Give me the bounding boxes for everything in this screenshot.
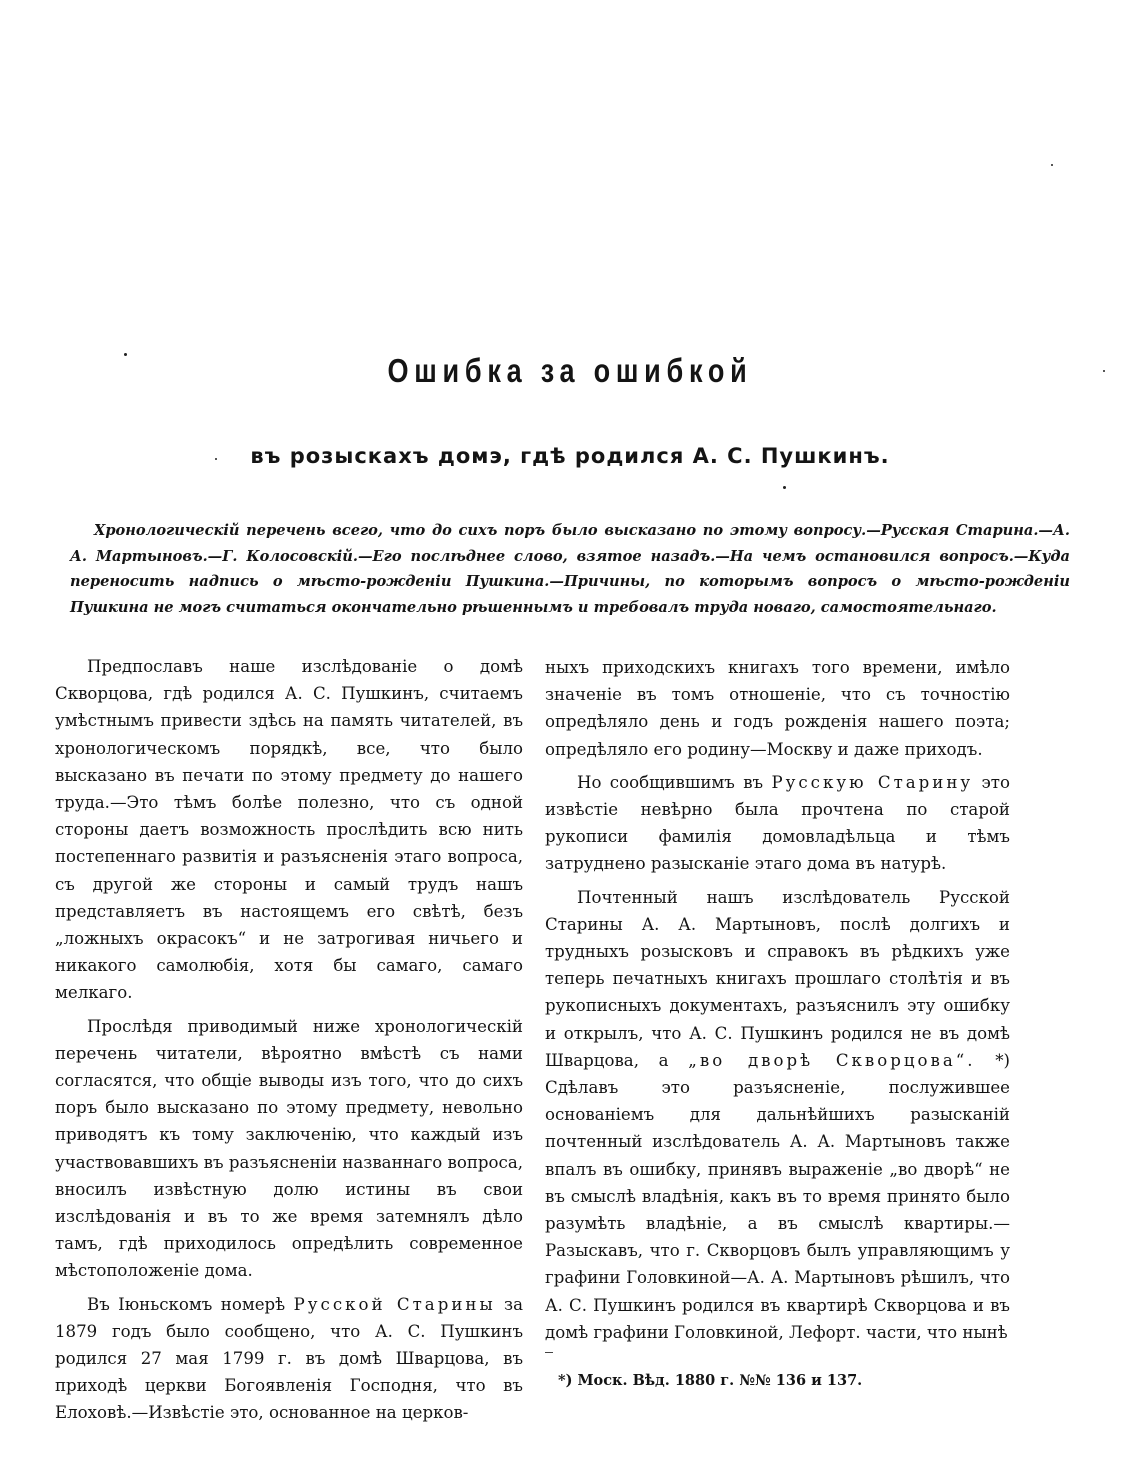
left-p3-end: за 1879 годъ было сообщено, что А. С. Пушкинъ родился 27 мая 1799 г. въ домѣ Шварцова, въ приходѣ церкви Богоявленія Господня, что въ Елоховѣ.—Извѣстіе это, основанное на церков-	[55, 1294, 524, 1423]
right-column	[545, 654, 1010, 1352]
right-paragraph-3	[545, 884, 1010, 1346]
scan-speck	[1051, 164, 1053, 166]
left-paragraph-1: Предпославъ наше изслѣдованіе о домѣ Скворцова, гдѣ родился А. С. Пушкинъ, считаемъ умѣстнымъ привести здѣсь на память читателей, въ хронологическомъ порядкѣ, все, что было высказано въ печати по этому предмету до нашего труда.—Это тѣмъ болѣе полезно, что съ одной стороны даетъ возможность прослѣдить всю нить постепеннаго развитія и разъясненія этаго вопроса, съ другой же стороны и самый трудъ нашъ представляетъ въ настоящемъ его свѣтѣ, безъ „ложныхъ окрасокъ“ и не затрогивая ничьего и никакого самолюбія, хотя бы самаго, самаго мелкаго.	[55, 657, 523, 1003]
scan-speck	[215, 458, 217, 460]
right-p2-start: Но сообщившимъ въ	[577, 772, 772, 792]
footnote-rule	[545, 1352, 553, 1353]
right-p3-start: Почтенный нашъ изслѣдователь Русской Старины А. А. Мартыновъ, послѣ долгихъ и трудныхъ розысковъ и справокъ въ рѣдкихъ уже теперь печатныхъ книгахъ прошлаго столѣтія и въ рукописныхъ документахъ, разъяснилъ эту ошибку и открылъ, что А. С. Пушкинъ родился не въ домѣ Шварцова, а	[545, 887, 1010, 1070]
page-subtitle: въ розыскахъ домэ, гдѣ родился А. С. Пушкинъ.	[250, 444, 890, 468]
chapter-summary: Хронологическій перечень всего, что до сихъ поръ было высказано по этому вопросу.—Русская Старина.—А. А. Мартыновъ.—Г. Колосовскій.—Его послѣднее слово, взятое назадъ.—На чемъ остановился вопросъ.—Куда переносить надпись о мѣсто-рожденіи Пушкина.—Причины, по которымъ вопросъ о мѣсто-рожденіи Пушкина не могъ считаться окончательно рѣшеннымъ и требовалъ труда новаго, самостоятельнаго.	[70, 522, 1070, 616]
left-paragraph-2: Прослѣдя приводимый ниже хронологическій перечень читатели, вѣроятно вмѣстѣ съ нами согласятся, что общіе выводы изъ того, что до сихъ поръ было высказано по этому предмету, невольно приводятъ къ тому заключенію, что каждый изъ участвовавшихъ въ разъясненіи названнаго вопроса, вносилъ извѣстную долю истины въ свои изслѣдованія и въ то же время затемнялъ дѣло тамъ, гдѣ приходилось опредѣлить современное мѣстоположеніе дома.	[55, 1016, 524, 1281]
right-paragraph-1: ныхъ приходскихъ книгахъ того времени, имѣло значеніе въ томъ отношеніе, что съ точностію опредѣляло день и годъ рожденія нашего поэта; опредѣляло его родину—Москву и даже приходъ.	[545, 658, 1010, 759]
scan-speck	[783, 486, 786, 489]
scan-speck	[1103, 370, 1105, 372]
quoted-phrase: „во дворѣ Скворцова“.	[688, 1050, 976, 1070]
right-p2-end: это извѣстіе невѣрно была прочтена по старой рукописи фамилія домовладѣльца и тѣмъ затруднено разысканіе этаго дома въ натурѣ.	[545, 772, 1010, 874]
journal-name: Русской Старины	[293, 1294, 496, 1314]
page-title: Ошибка за ошибкой	[387, 352, 753, 389]
footnote: *) Моск. Вѣд. 1880 г. №№ 136 и 137.	[558, 1372, 863, 1389]
right-paragraph-2	[545, 769, 1010, 878]
left-column	[55, 653, 523, 1433]
scan-speck	[124, 353, 127, 356]
right-p3-end: *) Сдѣлавъ это разъясненіе, послужившее основаніемъ для дальнѣйшихъ разысканій почтенный изслѣдователь А. А. Мартыновъ также впалъ въ ошибку, принявъ выраженіе „во дворѣ“ не въ смыслѣ владѣнія, какъ въ то время принято было разумѣть владѣніе, а въ смыслѣ квартиры.—Разыскавъ, что г. Скворцовъ былъ управляющимъ у графини Головкиной—А. А. Мартыновъ рѣшилъ, что А. С. Пушкинъ родился въ квартирѣ Скворцова и въ домѣ графини Головкиной, Лефорт. части, что нынѣ	[545, 1050, 1011, 1342]
left-paragraph-3	[55, 1291, 523, 1427]
journal-name-2: Русскую Старину	[771, 772, 974, 792]
left-p3-start: Въ Іюньскомъ номерѣ	[87, 1294, 294, 1314]
